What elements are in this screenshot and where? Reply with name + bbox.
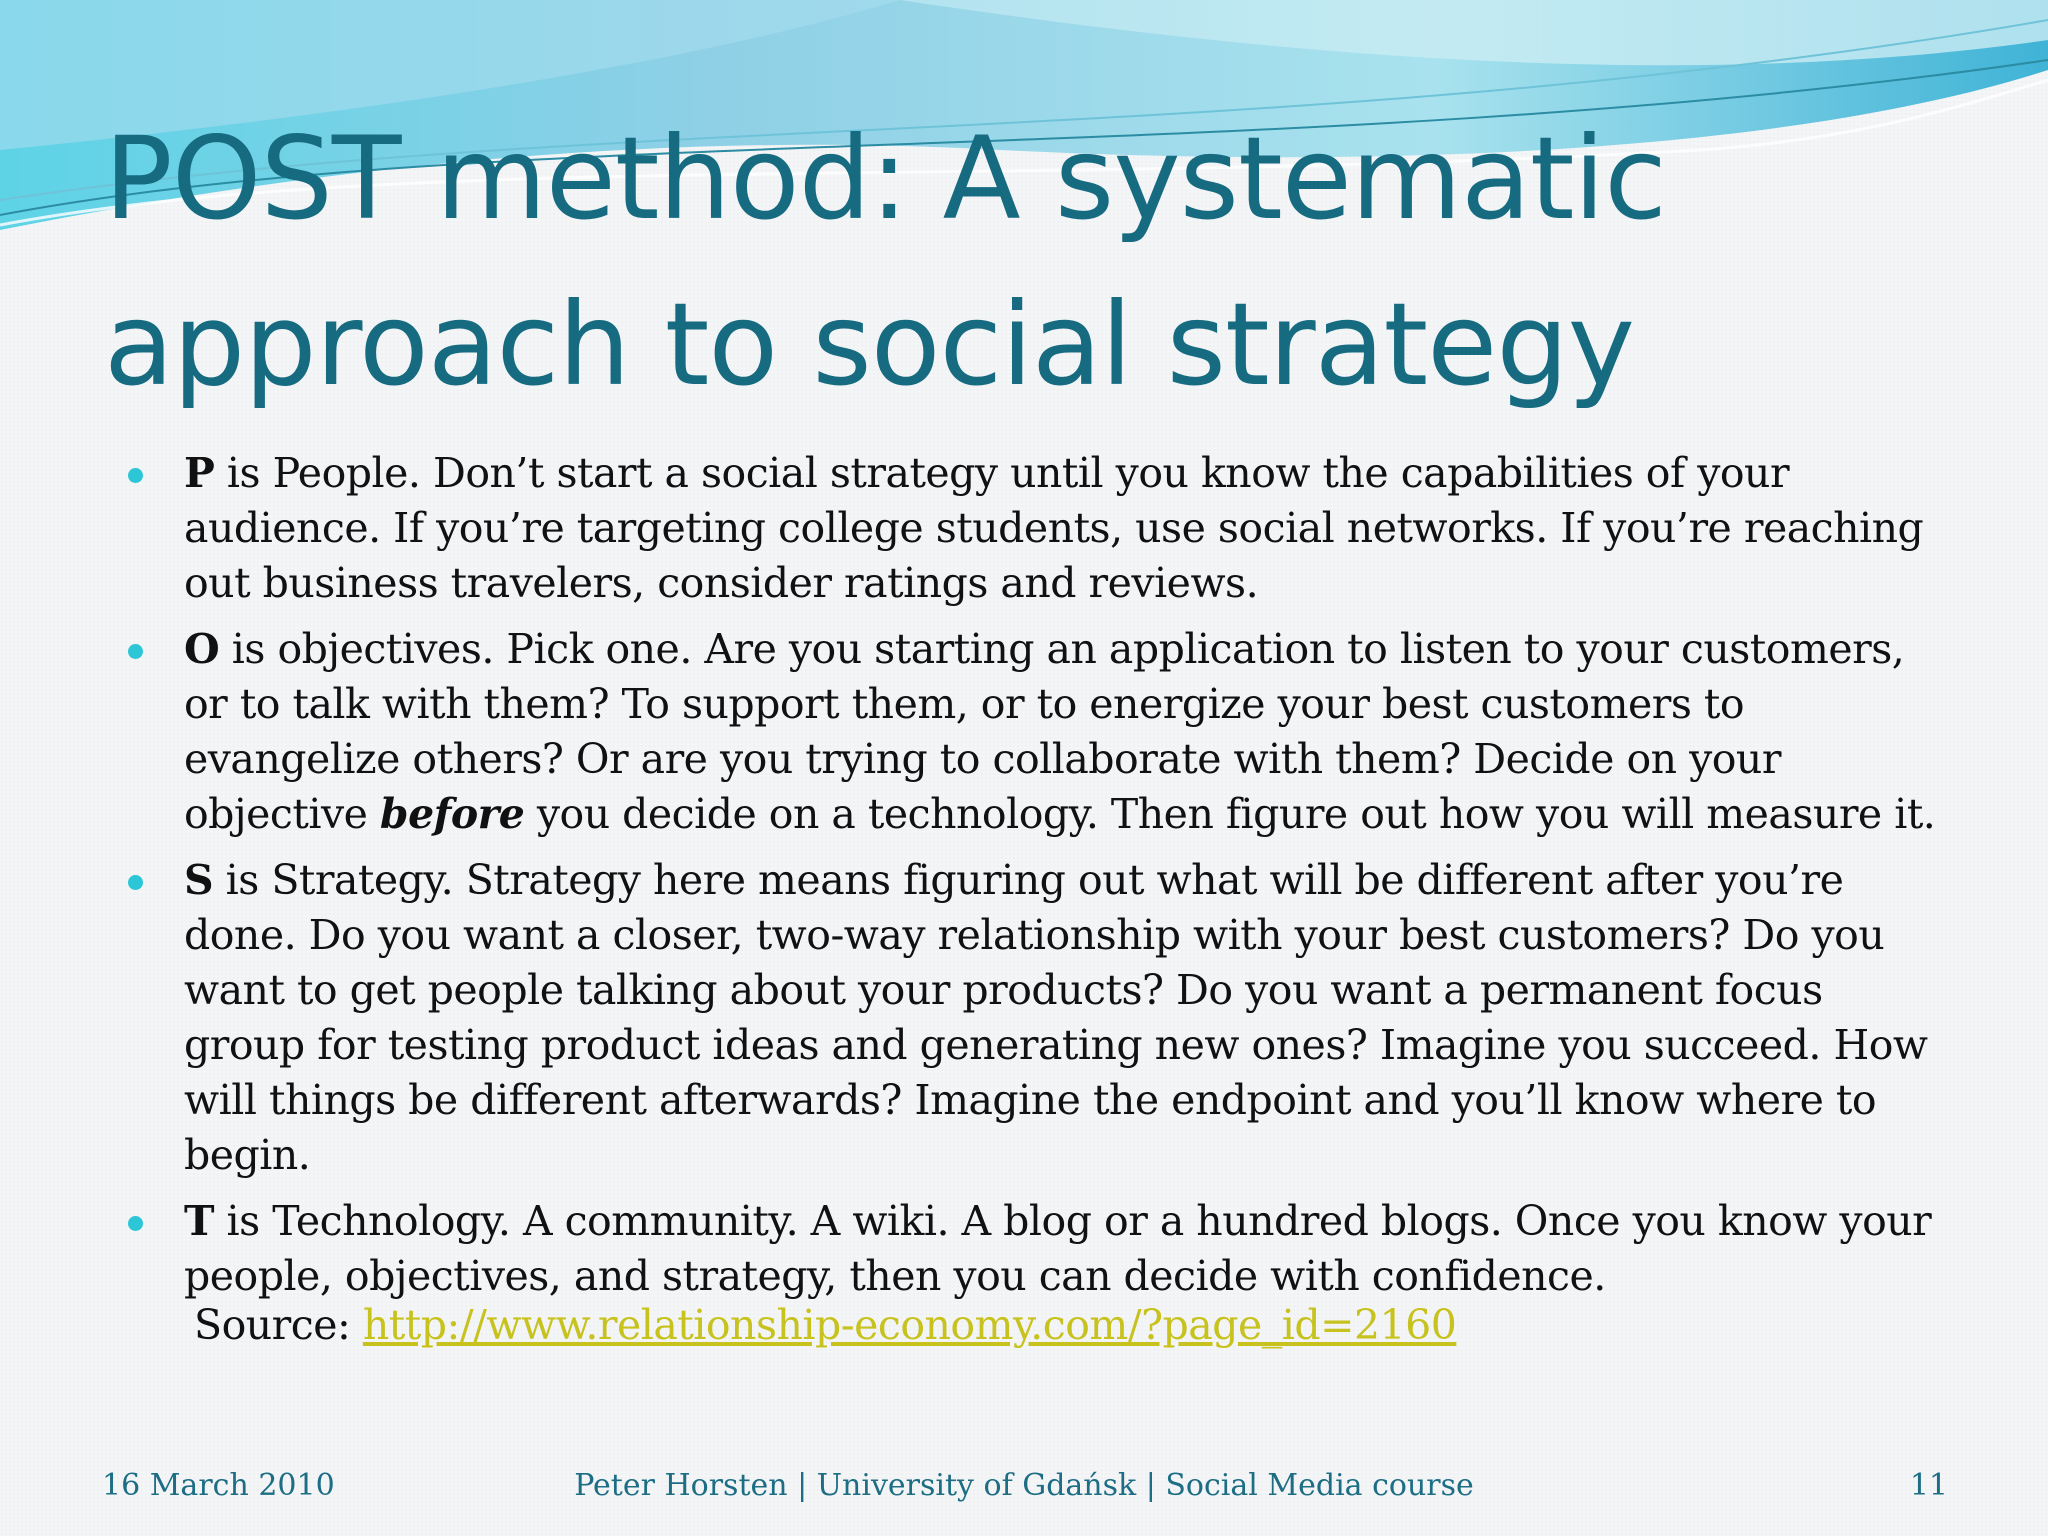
bullet-letter: O <box>184 625 220 673</box>
title-line-2: approach to social strategy <box>104 278 1635 411</box>
title-line-1: POST method: A systematic <box>104 112 1666 245</box>
bullet-technology <box>124 1194 1944 1304</box>
bullet-strategy <box>124 853 1944 1183</box>
bullet-letter: P <box>184 449 215 497</box>
bullet-people <box>124 446 1944 611</box>
bullet-objectives <box>124 622 1944 842</box>
bullet-text: is objectives. Pick one. Are you starting an application to listen to your customers, or to talk with them? To support them, or to energize your best customers to evangelize others? Or are you trying to collaborate with them? Decide on your objective <box>184 625 1905 838</box>
page-number: 11 <box>1909 1468 1948 1503</box>
source-label: Source: <box>194 1301 363 1349</box>
bullet-text-continued: you decide on a technology. Then figure out how you will measure it. <box>524 790 1936 838</box>
footer-author: Peter Horsten | University of Gdańsk | Social Media course <box>574 1468 1474 1503</box>
bullet-emphasis: before <box>379 790 525 838</box>
bullet-list <box>124 446 1944 1315</box>
bullet-dot-icon <box>128 1216 143 1231</box>
bullet-text: is People. Don’t start a social strategy until you know the capabilities of your audience. If you’re targeting college students, use social networks. If you’re reaching out business travelers, consider ratings and reviews. <box>184 449 1924 607</box>
bullet-dot-icon <box>128 644 143 659</box>
source-link[interactable]: http://www.relationship-economy.com/?page_id=2160 <box>362 1301 1457 1349</box>
bullet-letter: S <box>184 856 214 904</box>
source-citation <box>194 1298 1456 1353</box>
bullet-text: is Strategy. Strategy here means figuring out what will be different after you’re done. Do you want a closer, two-way relationship with your best customers? Do you want to get people talking about your products? Do you want a permanent focus group for testing product ideas and generating new ones? Imagine you succeed. How will things be different afterwards? Imagine the endpoint and you’ll know where to begin. <box>184 856 1928 1179</box>
footer-date: 16 March 2010 <box>102 1468 335 1503</box>
bullet-dot-icon <box>128 468 143 483</box>
slide-title <box>104 96 1904 428</box>
bullet-letter: T <box>184 1197 215 1245</box>
bullet-dot-icon <box>128 875 143 890</box>
bullet-text: is Technology. A community. A wiki. A blog or a hundred blogs. Once you know your people, objectives, and strategy, then you can decide with confidence. <box>184 1197 1932 1300</box>
